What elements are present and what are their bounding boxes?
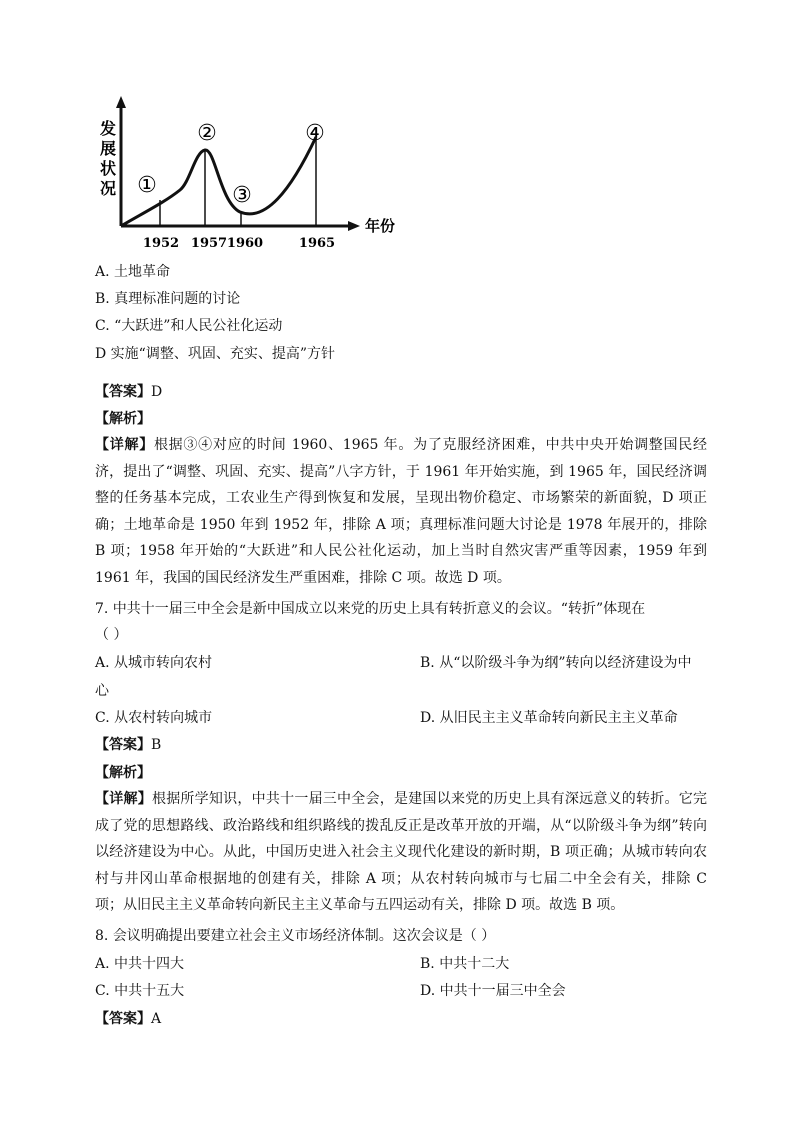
- q7-detail-text: 根据所学知识，中共十一届三中全会，是建国以来党的历史上具有深远意义的转折。它完成了党的思想路线、政治路线和组织路线的拨乱反正是改革开放的开端，从“以阶级斗争为纲”转向以经济建设为中心。从此，中国历史进入社会主义现代化建设的新时期，B 项正确；从城市转向农村与井冈山革命根据地的创建有关，排除 A 项；从农村转向城市与七届二中全会有关，排除 C 项；从旧民主主义革命转向新民主主义革命与五四运动有关，排除 D 项。故选 B 项。: [95, 791, 707, 913]
- marker-1: ①: [137, 173, 157, 198]
- q8-option-d: D. 中共十一届三中全会: [420, 983, 566, 999]
- q7-answer-tag: 【答案】: [95, 737, 151, 753]
- q6-analysis-label: 【解析】: [95, 411, 151, 427]
- development-curve-svg: [90, 92, 396, 257]
- q6-answer-value: D: [151, 384, 163, 400]
- q8-answer-tag: 【答案】: [95, 1011, 151, 1027]
- q6-analysis-tag: [95, 409, 151, 429]
- q6-option-a: A. 土地革命: [95, 264, 171, 280]
- q7-analysis-label: 【解析】: [95, 765, 151, 781]
- q6-detail-tag: 【详解】: [95, 437, 154, 453]
- q6-option-d: D 实施“调整、巩固、充实、提高”方针: [95, 346, 335, 362]
- q7-stem-line2: （ ）: [95, 627, 128, 643]
- q6-answer-tag: 【答案】: [95, 384, 151, 400]
- development-curve-figure: [90, 92, 396, 257]
- q7-detail-tag: 【详解】: [95, 791, 152, 807]
- xlabel: 年份: [365, 217, 396, 235]
- q6-answer: [95, 382, 162, 402]
- q7-option-c: C. 从农村转向城市: [95, 710, 213, 726]
- marker-2: ②: [197, 121, 217, 146]
- y-axis-arrow: [116, 96, 126, 108]
- q6-detail-text: 根据③④对应的时间 1960、1965 年。为了克服经济困难，中共中央开始调整国民经济，提出了“调整、巩固、充实、提高”八字方针，于 1961 年开始实施，到 1965 年，国民经济调整的任务基本完成，工农业生产得到恢复和发展，呈现出物价稳定、市场繁荣的新面貌，D 项正确；土地革命是 1950 年到 1952 年，排除 A 项；真理标准问题大讨论是 1978 年展开的，排除 B 项；1958 年开始的“大跃进”和人民公社化运动，加上当时自然灾害严重等因素，1959 年到 1961 年，我国的国民经济发生严重困难，排除 C 项。故选 D 项。: [95, 437, 708, 586]
- ylabel-char-4: 况: [99, 179, 117, 198]
- q7-answer: [95, 735, 161, 755]
- ylabel-char-2: 展: [99, 139, 117, 158]
- q7-stem-line1: 7. 中共十一届三中全会是新中国成立以来党的历史上具有转折意义的会议。“转折”体现在: [95, 601, 646, 617]
- q6-detail: [95, 432, 707, 591]
- q8-option-a: A. 中共十四大: [95, 956, 185, 972]
- ylabel-char-1: 发: [99, 119, 117, 138]
- q8-stem: 8. 会议明确提出要建立社会主义市场经济体制。这次会议是（ ）: [95, 928, 496, 944]
- tick-label-1957: 1957: [190, 236, 228, 251]
- q7-option-b-cont: 心: [95, 683, 109, 699]
- q7-answer-value: B: [151, 737, 162, 753]
- q8-answer: [95, 1009, 161, 1029]
- q7-analysis-tag: [95, 763, 151, 783]
- q6-option-c: C. “大跃进”和人民公社化运动: [95, 318, 283, 334]
- x-axis-arrow: [348, 221, 360, 231]
- q8-answer-value: A: [151, 1011, 162, 1027]
- tick-label-1960: 1960: [226, 236, 264, 251]
- marker-4: ④: [305, 121, 325, 146]
- q6-option-b: B. 真理标准问题的讨论: [95, 291, 241, 307]
- ylabel-char-3: 状: [99, 159, 117, 178]
- q7-option-b: B. 从“以阶级斗争为纲”转向以经济建设为中: [420, 655, 692, 671]
- marker-3: ③: [232, 183, 252, 208]
- q7-option-d: D. 从旧民主主义革命转向新民主主义革命: [420, 710, 678, 726]
- q7-detail: [95, 786, 707, 919]
- q7-option-a: A. 从城市转向农村: [95, 655, 213, 671]
- q8-option-b: B. 中共十二大: [420, 956, 510, 972]
- tick-label-1965: 1965: [298, 236, 336, 251]
- tick-label-1952: 1952: [142, 236, 180, 251]
- q8-option-c: C. 中共十五大: [95, 983, 185, 999]
